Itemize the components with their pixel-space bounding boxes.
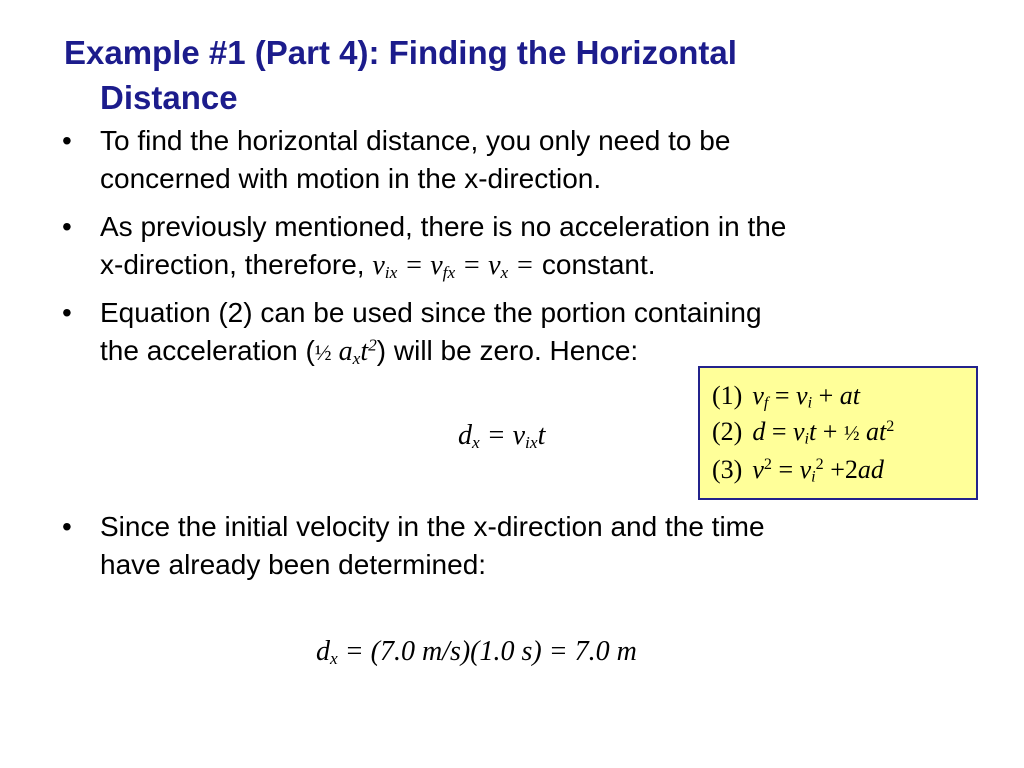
horizontal-distance-calculation: $d_x = (7.0$ m/s)(1.0 s) = 7.0 m: [316, 636, 637, 668]
bullet-3-line-1: Equation (2) can be used since the portion containing: [100, 297, 762, 328]
bullet-dot: •: [62, 211, 72, 242]
horizontal-distance-formula: $d_x = v_{ix}t$: [458, 420, 546, 452]
equation-3: (3) $v^2 = v_i^2 +2ad$: [712, 455, 884, 486]
acceleration-term-formula: ½ $a_xt^2$: [314, 335, 377, 368]
equation-1: (1) $v_f = v_i$ + at: [712, 381, 860, 412]
bullet-dot: •: [62, 511, 72, 542]
title-line-1: Example #1 (Part 4): Finding the Horizontal: [64, 34, 737, 71]
calculation-rhs: = (7.0 m/s)(1.0 s) = 7.0 m: [337, 636, 637, 667]
bullet-item-1: [62, 122, 962, 198]
bullet-3-prefix: the acceleration (: [100, 335, 315, 366]
bullet-3-suffix: ) will be zero. Hence:: [376, 335, 639, 366]
slide-title: [64, 30, 964, 120]
equation-2-label: (2): [712, 417, 743, 446]
bullet-2-suffix: constant.: [534, 249, 656, 280]
bullet-2-line-1: As previously mentioned, there is no acceleration in the: [100, 211, 787, 242]
velocity-equality-formula: $v_{ix} = v_{fx} = v_x$ =: [372, 250, 535, 282]
bullet-item-4: [62, 508, 962, 584]
bullet-4-line-1: Since the initial velocity in the x-direction and the time: [100, 511, 765, 542]
bullet-2-line-2: [62, 246, 962, 285]
bullet-dot: •: [62, 297, 72, 328]
bullet-4-line-2: have already been determined:: [100, 549, 487, 580]
bullet-item-2: [62, 208, 962, 285]
bullet-1-line-2: concerned with motion in the x-direction.: [100, 163, 602, 194]
bullet-2-prefix: x-direction, therefore,: [100, 249, 373, 280]
equation-1-label: (1): [712, 381, 743, 410]
title-line-2: Distance: [100, 79, 238, 116]
equation-2: (2) $d = v_it$ + ½ $at^2$: [712, 417, 895, 448]
bullet-item-3: [62, 294, 962, 372]
bullet-1-line-1: To find the horizontal distance, you only need to be: [100, 125, 731, 156]
bullet-dot: •: [62, 125, 72, 156]
equation-3-label: (3): [712, 455, 743, 484]
kinematic-equations-box: [698, 366, 978, 500]
